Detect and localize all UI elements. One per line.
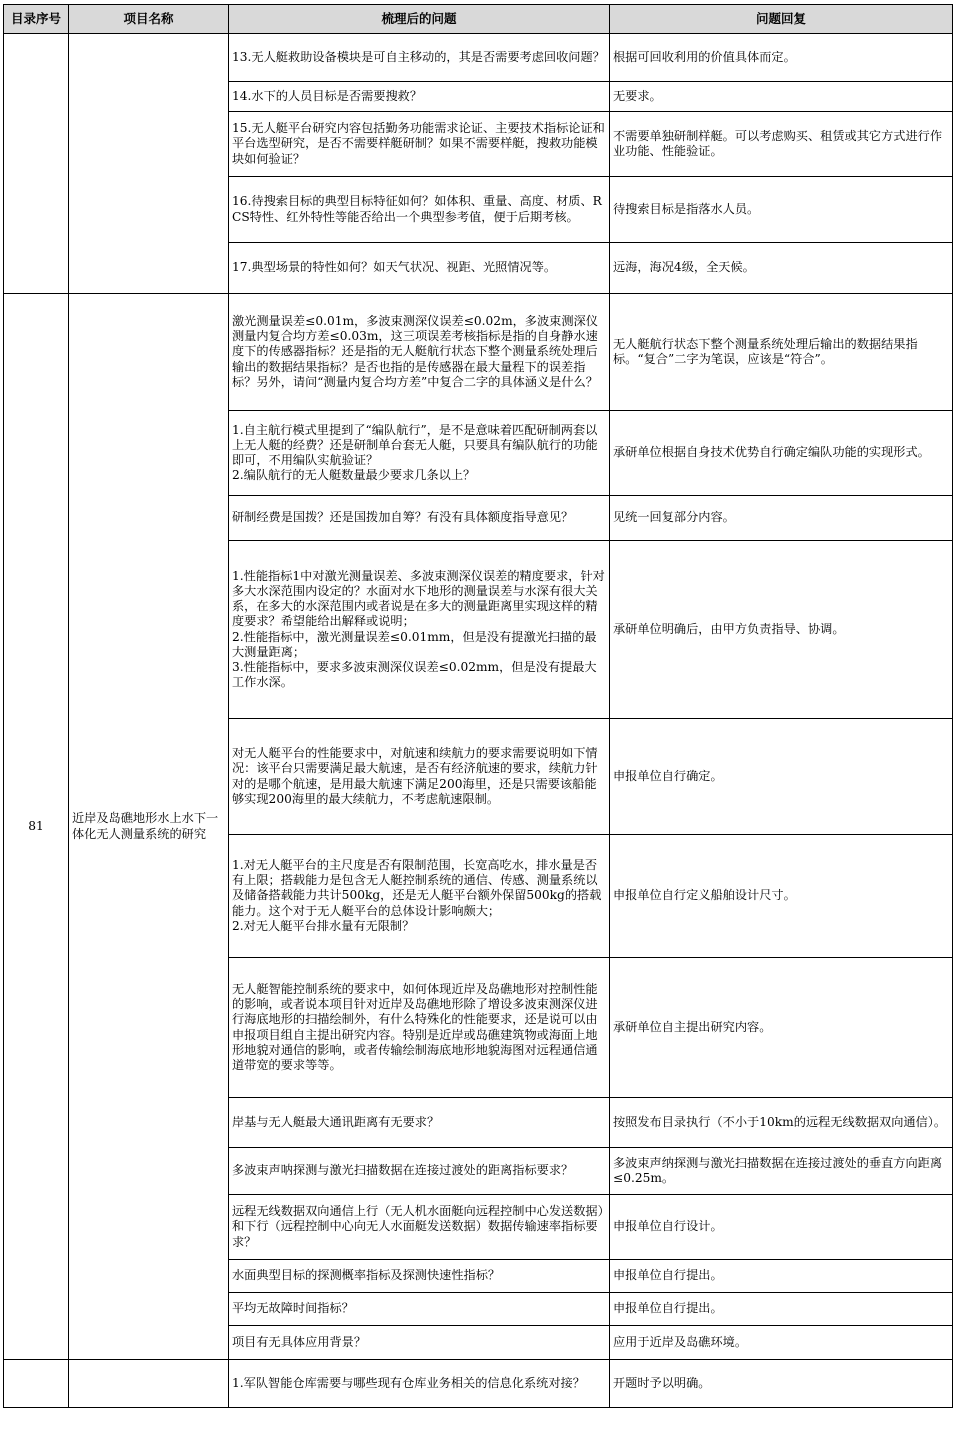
- answer-cell: 见统一回复部分内容。: [610, 496, 953, 541]
- header-project-name: 项目名称: [69, 5, 229, 34]
- table-row: [4, 34, 953, 82]
- answer-cell: 按照发布目录执行（不小于10km的远程无线数据双向通信）。: [610, 1098, 953, 1148]
- question-cell: 激光测量误差≤0.01m，多波束测深仪误差≤0.02m，多波束测深仪测量内复合均方差≤0.03m，这三项误差考核指标是指的自身静水速度下的传感器指标？还是指的无人艇航行状态下整个测量系统处理后输出的数据结果指标？是否也指的是传感器在最大量程下的误差指标？另外，请问“测量内复合均方差”中复合二字的具体涵义是什么？: [229, 294, 610, 411]
- question-cell: 对无人艇平台的性能要求中，对航速和续航力的要求需要说明如下情况：该平台只需要满足最大航速，是否有经济航速的要求，续航力针对的是哪个航速，是用最大航速下满足200海里，还是只需要该船能够实现200海里的最大续航力，不考虑航速限制。: [229, 719, 610, 835]
- project-name-cell: [69, 1360, 229, 1408]
- answer-cell: 承研单位明确后，由甲方负责指导、协调。: [610, 541, 953, 719]
- project-name-cell: [69, 34, 229, 294]
- question-cell: 无人艇智能控制系统的要求中，如何体现近岸及岛礁地形对控制性能的影响，或者说本项目针对近岸及岛礁地形除了增设多波束测深仪进行海底地形的扫描绘制外，有什么特殊化的性能要求，还是说可以由申报项目组自主提出研究内容。特别是近岸或岛礁建筑物或海面上地形地貌对通信的影响，或者传输绘制海底地形地貌海图对远程通信通道带宽的要求等等。: [229, 958, 610, 1098]
- answer-cell: 无要求。: [610, 82, 953, 112]
- question-cell: 水面典型目标的探测概率指标及探测快速性指标？: [229, 1260, 610, 1293]
- question-cell: 平均无故障时间指标？: [229, 1293, 610, 1326]
- project-name-cell: 近岸及岛礁地形水上水下一体化无人测量系统的研究: [69, 294, 229, 1360]
- answer-cell: 待搜索目标是指落水人员。: [610, 177, 953, 243]
- header-question: 梳理后的问题: [229, 5, 610, 34]
- answer-cell: 申报单位自行提出。: [610, 1260, 953, 1293]
- answer-cell: 申报单位自行提出。: [610, 1293, 953, 1326]
- question-cell: 岸基与无人艇最大通讯距离有无要求？: [229, 1098, 610, 1148]
- catalog-no-cell: [4, 34, 69, 294]
- question-cell: 15.无人艇平台研究内容包括勤务功能需求论证、主要技术指标论证和平台选型研究，是否不需要样艇研制？如果不需要样艇，搜救功能模块如何验证？: [229, 112, 610, 177]
- header-catalog-no: 目录序号: [4, 5, 69, 34]
- answer-cell: 申报单位自行确定。: [610, 719, 953, 835]
- header-answer: 问题回复: [610, 5, 953, 34]
- answer-cell: 不需要单独研制样艇。可以考虑购买、租赁或其它方式进行作业功能、性能验证。: [610, 112, 953, 177]
- answer-cell: 根据可回收利用的价值具体而定。: [610, 34, 953, 82]
- question-cell: 1.性能指标1中对激光测量误差、多波束测深仪误差的精度要求，针对多大水深范围内设定的？水面对水下地形的测量误差与水深有很大关系，在多大的水深范围内或者说是在多大的测量距离里实现这样的精度要求？希望能给出解释或说明； 2.性能指标中，激光测量误差≤0.01mm，但是没有提激光扫描的最大测量距离； 3.性能指标中，要求多波束测深仪误差≤0.02mm，但是没有提最大工作水深。: [229, 541, 610, 719]
- answer-cell: 远海，海况4级，全天候。: [610, 243, 953, 294]
- header-row: [4, 5, 953, 34]
- question-cell: 14.水下的人员目标是否需要搜救？: [229, 82, 610, 112]
- answer-cell: 应用于近岸及岛礁环境。: [610, 1326, 953, 1360]
- question-cell: 多波束声呐探测与激光扫描数据在连接过渡处的距离指标要求？: [229, 1148, 610, 1195]
- qa-table: [3, 4, 953, 1408]
- answer-cell: 无人艇航行状态下整个测量系统处理后输出的数据结果指标。“复合”二字为笔误，应该是“符合”。: [610, 294, 953, 411]
- answer-cell: 申报单位自行设计。: [610, 1195, 953, 1260]
- catalog-no-cell: [4, 1360, 69, 1408]
- answer-cell: 开题时予以明确。: [610, 1360, 953, 1408]
- answer-cell: 承研单位自主提出研究内容。: [610, 958, 953, 1098]
- question-cell: 16.待搜索目标的典型目标特征如何？如体积、重量、高度、材质、RCS特性、红外特性等能否给出一个典型参考值，便于后期考核。: [229, 177, 610, 243]
- answer-cell: 承研单位根据自身技术优势自行确定编队功能的实现形式。: [610, 411, 953, 496]
- table-row: [4, 1360, 953, 1408]
- question-cell: 远程无线数据双向通信上行（无人机水面艇向远程控制中心发送数据）和下行（远程控制中心向无人水面艇发送数据）数据传输速率指标要求？: [229, 1195, 610, 1260]
- question-cell: 1.对无人艇平台的主尺度是否有限制范围，长宽高吃水，排水量是否有上限；搭载能力是包含无人艇控制系统的通信、传感、测量系统以及储备搭载能力共计500kg，还是无人艇平台额外保留500kg的搭载能力。这个对于无人艇平台的总体设计影响颇大； 2.对无人艇平台排水量有无限制？: [229, 835, 610, 958]
- question-cell: 17.典型场景的特性如何？如天气状况、视距、光照情况等。: [229, 243, 610, 294]
- question-cell: 1.自主航行模式里提到了“编队航行”，是不是意味着匹配研制两套以上无人艇的经费？还是研制单台套无人艇，只要具有编队航行的功能即可，不用编队实航验证？ 2.编队航行的无人艇数量最少要求几条以上？: [229, 411, 610, 496]
- question-cell: 1.军队智能仓库需要与哪些现有仓库业务相关的信息化系统对接？: [229, 1360, 610, 1408]
- question-cell: 13.无人艇救助设备模块是可自主移动的，其是否需要考虑回收问题？: [229, 34, 610, 82]
- question-cell: 项目有无具体应用背景？: [229, 1326, 610, 1360]
- question-cell: 研制经费是国拨？还是国拨加自筹？有没有具体额度指导意见？: [229, 496, 610, 541]
- answer-cell: 申报单位自行定义船舶设计尺寸。: [610, 835, 953, 958]
- catalog-no-cell: 81: [4, 294, 69, 1360]
- table-row: [4, 294, 953, 411]
- answer-cell: 多波束声纳探测与激光扫描数据在连接过渡处的垂直方向距离≤0.25m。: [610, 1148, 953, 1195]
